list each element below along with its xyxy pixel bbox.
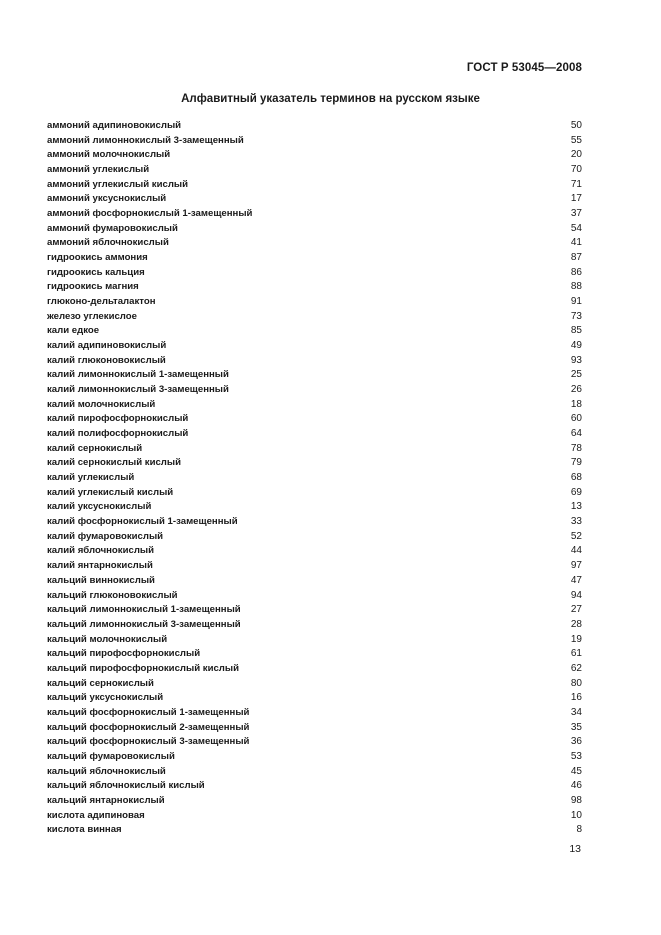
index-entry <box>47 119 582 134</box>
index-entry <box>47 163 582 178</box>
index-page-ref: 91 <box>570 296 582 308</box>
index-page-ref: 87 <box>570 252 582 264</box>
index-page-ref: 33 <box>570 516 582 528</box>
index-term: кальций лимоннокислый 3-замещенный <box>47 618 241 630</box>
index-entry <box>47 530 582 545</box>
index-entry <box>47 721 582 736</box>
index-page-ref: 20 <box>570 149 582 161</box>
index-term: калий фосфорнокислый 1-замещенный <box>47 516 238 528</box>
index-entry <box>47 603 582 618</box>
index-entry <box>47 222 582 237</box>
index-page-ref: 55 <box>570 134 582 146</box>
index-term: калий яблочнокислый <box>47 545 155 557</box>
index-page-ref: 78 <box>570 442 582 454</box>
index-term: кислота адипиновая <box>47 809 145 821</box>
index-page-ref: 41 <box>570 237 582 249</box>
index-entry <box>47 251 582 266</box>
index-entry <box>47 559 582 574</box>
index-term: калий молочнокислый <box>47 398 156 410</box>
index-term: калий фумаровокислый <box>47 530 164 542</box>
index-page-ref: 64 <box>570 428 582 440</box>
index-term: калий глюконовокислый <box>47 354 166 366</box>
index-entry <box>47 647 582 662</box>
index-term: кальций виннокислый <box>47 574 155 586</box>
term-index-list <box>47 119 582 838</box>
index-page-ref: 85 <box>570 325 582 337</box>
index-entry <box>47 339 582 354</box>
index-entry <box>47 765 582 780</box>
index-term: кальций уксуснокислый <box>47 692 164 704</box>
index-entry <box>47 691 582 706</box>
index-term: кальций янтарнокислый <box>47 794 165 806</box>
index-page-ref: 52 <box>570 530 582 542</box>
index-term: кали едкое <box>47 325 100 337</box>
index-entry <box>47 442 582 457</box>
index-page-ref: 16 <box>570 692 582 704</box>
page-number: 13 <box>569 843 581 855</box>
index-page-ref: 88 <box>570 281 582 293</box>
index-term: железо углекислое <box>47 310 137 322</box>
index-entry <box>47 809 582 824</box>
index-entry <box>47 515 582 530</box>
index-term: калий уксуснокислый <box>47 501 152 513</box>
index-entry <box>47 662 582 677</box>
index-term: калий лимоннокислый 3-замещенный <box>47 384 229 396</box>
index-page-ref: 10 <box>570 809 582 821</box>
index-entry <box>47 677 582 692</box>
index-page-ref: 47 <box>570 574 582 586</box>
index-term: кальций молочнокислый <box>47 633 168 645</box>
index-entry <box>47 618 582 633</box>
index-page-ref: 69 <box>570 486 582 498</box>
index-entry <box>47 633 582 648</box>
index-term: аммоний лимоннокислый 3-замещенный <box>47 134 244 146</box>
index-term: кальций фумаровокислый <box>47 750 175 762</box>
index-term: кальций пирофосфорнокислый <box>47 648 201 660</box>
index-entry <box>47 310 582 325</box>
index-term: калий лимоннокислый 1-замещенный <box>47 369 229 381</box>
index-term: кальций фосфорнокислый 1-замещенный <box>47 706 250 718</box>
index-entry <box>47 735 582 750</box>
index-term: калий сернокислый кислый <box>47 457 181 469</box>
index-page-ref: 54 <box>570 222 582 234</box>
index-term: кальций лимоннокислый 1-замещенный <box>47 604 241 616</box>
index-page-ref: 62 <box>570 662 582 674</box>
index-entry <box>47 368 582 383</box>
index-term: кальций сернокислый <box>47 677 154 689</box>
index-page-ref: 71 <box>570 178 582 190</box>
index-term: калий углекислый <box>47 472 135 484</box>
index-entry <box>47 192 582 207</box>
index-entry <box>47 324 582 339</box>
index-term: аммоний яблочнокислый <box>47 237 169 249</box>
index-page-ref: 50 <box>570 120 582 131</box>
index-term: кальций яблочнокислый кислый <box>47 780 205 792</box>
index-term: кальций глюконовокислый <box>47 589 178 601</box>
index-term: аммоний молочнокислый <box>47 149 171 161</box>
index-page-ref: 45 <box>570 765 582 777</box>
index-term: аммоний уксуснокислый <box>47 193 167 205</box>
index-page-ref: 35 <box>570 721 582 733</box>
index-page-ref: 19 <box>570 633 582 645</box>
index-term: калий углекислый кислый <box>47 486 174 498</box>
index-entry <box>47 544 582 559</box>
index-page-ref: 13 <box>570 501 582 513</box>
index-page-ref: 34 <box>570 706 582 718</box>
index-page-ref: 27 <box>570 604 582 616</box>
index-page-ref: 94 <box>570 589 582 601</box>
index-term: аммоний углекислый кислый <box>47 178 189 190</box>
index-entry <box>47 266 582 281</box>
index-term: гидроокись магния <box>47 281 139 293</box>
index-entry <box>47 589 582 604</box>
index-entry <box>47 794 582 809</box>
index-term: кальций пирофосфорнокислый кислый <box>47 662 239 674</box>
index-entry <box>47 500 582 515</box>
index-entry <box>47 456 582 471</box>
index-page-ref: 28 <box>570 618 582 630</box>
index-page-ref: 60 <box>570 413 582 425</box>
index-page-ref: 26 <box>570 384 582 396</box>
index-page-ref: 46 <box>570 780 582 792</box>
index-entry <box>47 471 582 486</box>
index-entry <box>47 412 582 427</box>
index-page-ref: 49 <box>570 340 582 352</box>
index-term: калий сернокислый <box>47 442 143 454</box>
index-entry <box>47 574 582 589</box>
document-code: ГОСТ Р 53045—2008 <box>466 62 582 74</box>
index-term: кальций фосфорнокислый 2-замещенный <box>47 721 250 733</box>
index-page-ref: 61 <box>570 648 582 660</box>
index-page-ref: 79 <box>570 457 582 469</box>
index-term: кальций фосфорнокислый 3-замещенный <box>47 736 250 748</box>
index-page-ref: 37 <box>570 208 582 220</box>
index-page-ref: 80 <box>570 677 582 689</box>
index-entry <box>47 354 582 369</box>
index-entry <box>47 207 582 222</box>
index-page-ref: 8 <box>576 824 582 836</box>
index-term: глюконо-дельталактон <box>47 296 156 308</box>
index-term: калий адипиновокислый <box>47 340 167 352</box>
index-term: аммоний углекислый <box>47 164 150 176</box>
index-page-ref: 18 <box>570 398 582 410</box>
index-page-ref: 36 <box>570 736 582 748</box>
index-term: калий янтарнокислый <box>47 560 153 572</box>
index-page-ref: 98 <box>570 794 582 806</box>
index-entry <box>47 486 582 501</box>
index-page-ref: 25 <box>570 369 582 381</box>
index-term: калий полифосфорнокислый <box>47 428 189 440</box>
index-page-ref: 44 <box>570 545 582 557</box>
index-entry <box>47 280 582 295</box>
index-entry <box>47 823 582 838</box>
index-entry <box>47 134 582 149</box>
index-page-ref: 97 <box>570 560 582 572</box>
index-term: кислота винная <box>47 824 122 836</box>
index-page-ref: 17 <box>570 193 582 205</box>
index-page-ref: 73 <box>570 310 582 322</box>
index-term: гидроокись аммония <box>47 252 148 264</box>
index-entry <box>47 750 582 765</box>
index-page-ref: 68 <box>570 472 582 484</box>
index-term: калий пирофосфорнокислый <box>47 413 189 425</box>
index-entry <box>47 295 582 310</box>
index-page-ref: 53 <box>570 750 582 762</box>
index-page-ref: 86 <box>570 266 582 278</box>
index-entry <box>47 398 582 413</box>
index-term: кальций яблочнокислый <box>47 765 166 777</box>
index-entry <box>47 236 582 251</box>
index-entry <box>47 427 582 442</box>
index-term: аммоний фумаровокислый <box>47 222 178 234</box>
index-page-ref: 70 <box>570 164 582 176</box>
index-page-ref: 93 <box>570 354 582 366</box>
index-entry <box>47 148 582 163</box>
index-entry <box>47 706 582 721</box>
index-entry <box>47 779 582 794</box>
index-entry <box>47 383 582 398</box>
index-title: Алфавитный указатель терминов на русском языке <box>181 93 480 105</box>
index-term: гидроокись кальция <box>47 266 145 278</box>
index-term: аммоний фосфорнокислый 1-замещенный <box>47 208 253 220</box>
index-entry <box>47 178 582 193</box>
index-term: аммоний адипиновокислый <box>47 120 182 131</box>
